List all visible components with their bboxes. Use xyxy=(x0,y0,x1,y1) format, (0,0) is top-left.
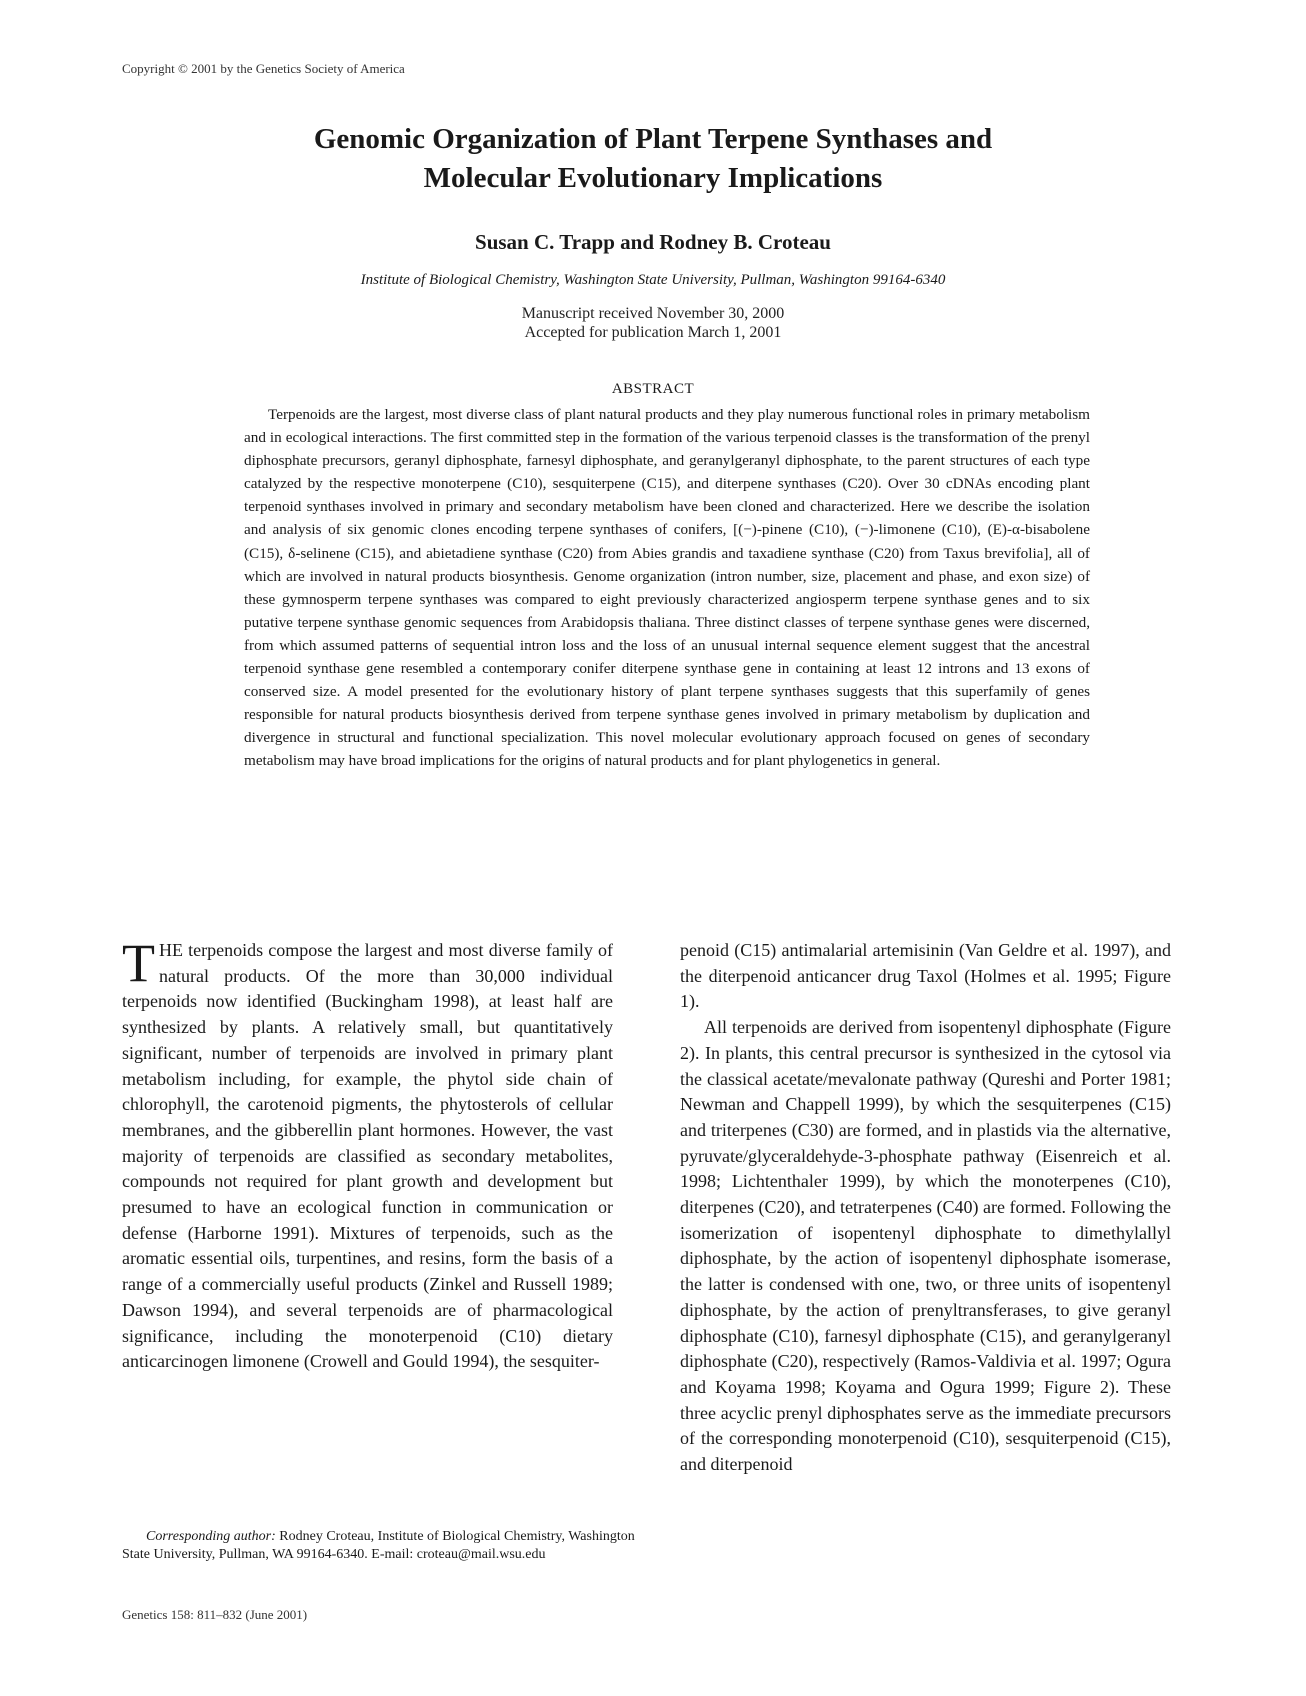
corresponding-author-note xyxy=(122,1528,642,1564)
corresponding-label: Corresponding author: xyxy=(146,1529,276,1544)
body-column-left xyxy=(122,933,613,1375)
precursor-paragraph: All terpenoids are derived from isopentenyl diphosphate (Figure 2). In plants, this central precursor is synthesized in the cytosol via the classical acetate/mevalonate pathway (Qureshi and Porter 1981; Newman and Chappell 1999), by which the sesquiterpenes (C15) and triterpenes (C30) are formed, and in plastids via the alternative, pyruvate/glyceraldehyde-3-phosphate pathway (Eisenreich et al. 1998; Lichtenthaler 1999), by which the monoterpenes (C10), diterpenes (C20), and tetraterpenes (C40) are formed. Following the isomerization of isopentenyl diphosphate to dimethylallyl diphosphate, by the action of isopentenyl diphosphate isomerase, the latter is condensed with one, two, or three units of isopentenyl diphosphate, by the action of prenyltransferases, to give geranyl diphosphate (C10), farnesyl diphosphate (C15), and geranylgeranyl diphosphate (C20), respectively (Ramos-Valdivia et al. 1997; Ogura and Koyama 1998; Koyama and Ogura 1999; Figure 2). These three acyclic prenyl diphosphates serve as the immediate precursors of the corresponding monoterpenoid (C10), sesquiterpenoid (C15), and diterpenoid xyxy=(680,1017,1171,1475)
abstract-text: Terpenoids are the largest, most diverse class of plant natural products and they play numerous functional roles in primary metabolism and in ecological interactions. The first committed step in the formation of the various terpenoid classes is the transformation of the prenyl diphosphate precursors, geranyl diphosphate, farnesyl diphosphate, and geranylgeranyl diphosphate, to the parent structures of each type catalyzed by the respective monoterpene (C10), sesquiterpene (C15), and diterpene synthases (C20). Over 30 cDNAs encoding plant terpenoid synthases involved in primary and secondary metabolism have been cloned and characterized. Here we describe the isolation and analysis of six genomic clones encoding terpene synthases of conifers, [(−)-pinene (C10), (−)-limonene (C10), (E)-α-bisabolene (C15), δ-selinene (C15), and abietadiene synthase (C20) from Abies grandis and taxadiene synthase (C20) from Taxus brevifolia], all of which are involved in natural products biosynthesis. Genome organization (intron number, size, placement and phase, and exon size) of these gymnosperm terpene synthases was compared to eight previously characterized angiosperm terpene synthase genes and to six putative terpene synthase genomic sequences from Arabidopsis thaliana. Three distinct classes of terpene synthase genes were discerned, from which assumed patterns of sequential intron loss and the loss of an unusual internal sequence element suggest that the ancestral terpenoid synthase gene resembled a contemporary conifer diterpene synthase gene in containing at least 12 introns and 13 exons of conserved size. A model presented for the evolutionary history of plant terpene synthases suggests that this superfamily of genes responsible for natural products biosynthesis derived from terpene synthase genes involved in primary metabolism by duplication and divergence in structural and functional specialization. This novel molecular evolutionary approach focused on genes of secondary metabolism may have broad implications for the origins of natural products and for plant phylogenetics in general. xyxy=(244,406,1090,770)
article-title xyxy=(0,120,1306,198)
title-line-2: Molecular Evolutionary Implications xyxy=(423,162,883,194)
copyright-line: Copyright © 2001 by the Genetics Society of America xyxy=(122,61,405,76)
accepted-date: Accepted for publication March 1, 2001 xyxy=(524,324,782,341)
body-column-right xyxy=(680,938,1171,1478)
journal-citation-footer: Genetics 158: 811–832 (June 2001) xyxy=(122,1607,308,1622)
manuscript-dates xyxy=(0,304,1306,342)
continued-paragraph: penoid (C15) antimalarial artemisinin (Van Geldre et al. 1997), and the diterpenoid anticancer drug Taxol (Holmes et al. 1995; Figure 1). xyxy=(680,940,1171,1012)
abstract-heading: ABSTRACT xyxy=(611,381,695,397)
title-line-1: Genomic Organization of Plant Terpene Synthases and xyxy=(313,123,993,155)
author-list: Susan C. Trapp and Rodney B. Croteau xyxy=(475,230,831,254)
drop-cap: T xyxy=(122,933,155,993)
intro-paragraph xyxy=(122,933,613,1375)
corresponding-text: Rodney Croteau, Institute of Biological Chemistry, Washington State University, Pullman, WA 99164-6340. E-mail: croteau@mail.wsu.edu xyxy=(122,1529,635,1562)
intro-text: HE terpenoids compose the largest and most diverse family of natural products. Of the more than 30,000 individual terpenoids now identified (Buckingham 1998), at least half are synthesized by plants. A relatively small, but quantitatively significant, number of terpenoids are involved in primary plant metabolism including, for example, the phytol side chain of chlorophyll, the carotenoid pigments, the phytosterols of cellular membranes, and the gibberellin plant hormones. However, the vast majority of terpenoids are classified as secondary metabolites, compounds not required for plant growth and development but presumed to have an ecological function in communication or defense (Harborne 1991). Mixtures of terpenoids, such as the aromatic essential oils, turpentines, and resins, form the basis of a range of a commercially useful products (Zinkel and Russell 1989; Dawson 1994), and several terpenoids are of pharmacological significance, including the monoterpenoid (C10) dietary anticarcinogen limonene (Crowell and Gould 1994), the sesquiter- xyxy=(122,940,613,1372)
affiliation: Institute of Biological Chemistry, Washington State University, Pullman, Washington 99164-6340 xyxy=(360,272,946,288)
received-date: Manuscript received November 30, 2000 xyxy=(521,305,785,322)
